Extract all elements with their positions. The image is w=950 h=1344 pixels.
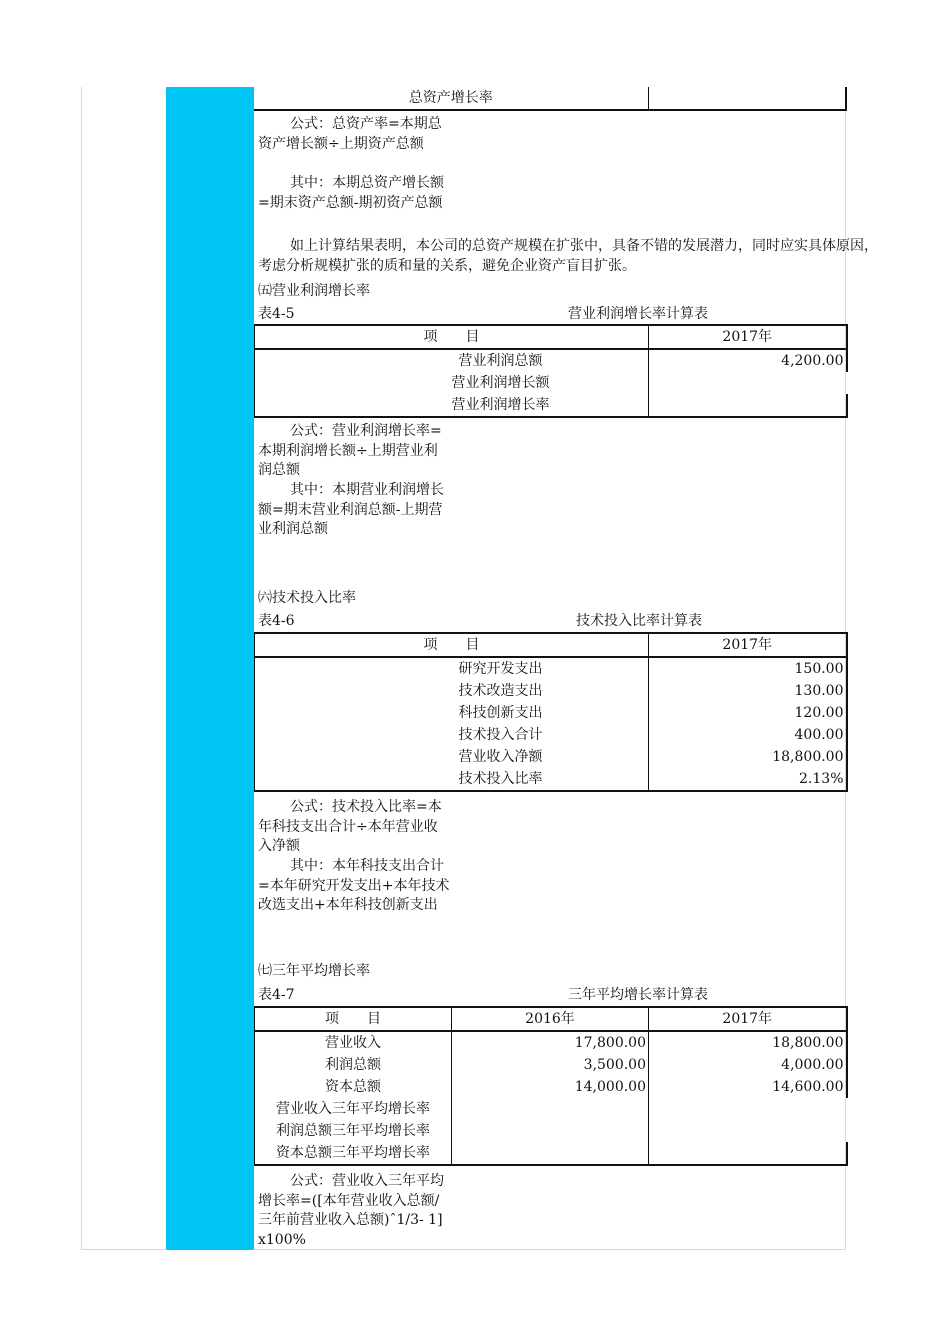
row-value-2017: 4,000.00 <box>649 1054 847 1076</box>
section5-heading: ㈤营业利润增长率 <box>258 283 370 299</box>
table-row <box>255 768 847 791</box>
table-row <box>255 1098 847 1120</box>
table-row <box>255 1054 847 1076</box>
section7-formula: 公式：营业收入三年平均增长率=([本年营业收入总额/三年前营业收入总额)ˆ1/3- 1]x100% <box>258 1173 444 1248</box>
total-assets-growth-value <box>648 87 846 110</box>
row-value: 400.00 <box>649 724 847 746</box>
header-item: 项 目 <box>255 1007 452 1031</box>
row-value-2017 <box>649 1120 847 1142</box>
row-value-2017 <box>649 1098 847 1120</box>
section5-note: 其中：本期营业利润增长额=期末营业利润总额-上期营业利润总额 <box>258 482 444 537</box>
section6-formula: 公式：技术投入比率=本年科技支出合计÷本年营业收入净额 <box>258 799 442 854</box>
section6-table-title: 技术投入比率计算表 <box>576 613 702 629</box>
section6-heading: ㈥技术投入比率 <box>258 590 356 606</box>
row-label: 营业收入三年平均增长率 <box>255 1098 452 1120</box>
row-value-2016 <box>452 1098 649 1120</box>
row-label: 营业收入净额 <box>255 746 649 768</box>
row-value: 2.13% <box>649 768 847 791</box>
total-assets-note: 其中：本期总资产增长额=期末资产总额-期初资产总额 <box>258 175 444 211</box>
row-label: 营业利润增长额 <box>255 372 649 394</box>
section5-formula: 公式：营业利润增长率=本期利润增长额÷上期营业利润总额 <box>258 423 442 478</box>
table-row <box>255 680 847 702</box>
row-value: 18,800.00 <box>649 746 847 768</box>
row-value-2017: 18,800.00 <box>649 1031 847 1054</box>
row-label: 利润总额三年平均增长率 <box>255 1120 452 1142</box>
section5-table-title: 营业利润增长率计算表 <box>568 306 708 322</box>
header-2016: 2016年 <box>452 1007 649 1031</box>
row-label: 资本总额 <box>255 1076 452 1098</box>
table-row <box>255 1076 847 1098</box>
table-header-row <box>255 1007 847 1031</box>
operating-profit-table <box>254 324 848 418</box>
row-value: 150.00 <box>649 657 847 680</box>
section7-table-no: 表4-7 <box>258 987 295 1003</box>
row-value: 4,200.00 <box>649 349 847 372</box>
row-label: 营业利润增长率 <box>255 394 649 417</box>
section7-heading: ㈦三年平均增长率 <box>258 963 370 979</box>
three-year-growth-table <box>254 1006 848 1166</box>
total-assets-growth-row <box>254 87 847 111</box>
row-label: 技术投入比率 <box>255 768 649 791</box>
table-row <box>255 394 847 417</box>
total-assets-conclusion: 如上计算结果表明，本公司的总资产规模在扩张中，具备不错的发展潜力，同时应实具体原因，考虑分析规模扩张的质和量的关系，避免企业资产盲目扩张。 <box>258 238 878 274</box>
row-value-2016 <box>452 1142 649 1165</box>
row-label: 利润总额 <box>255 1054 452 1076</box>
table-row <box>255 1120 847 1142</box>
header-2017: 2017年 <box>649 1007 847 1031</box>
row-label: 营业利润总额 <box>255 349 649 372</box>
row-value-2016: 14,000.00 <box>452 1076 649 1098</box>
section6-note: 其中：本年科技支出合计=本年研究开发支出+本年技术改选支出+本年科技创新支出 <box>258 858 450 913</box>
tech-investment-table <box>254 632 848 792</box>
total-assets-formula: 公式：总资产率=本期总资产增长额÷上期资产总额 <box>258 116 442 152</box>
row-value <box>649 372 847 394</box>
row-value: 120.00 <box>649 702 847 724</box>
row-value-2017 <box>649 1142 847 1165</box>
table-row <box>255 349 847 372</box>
section6-table-no: 表4-6 <box>258 613 295 629</box>
row-value-2016 <box>452 1120 649 1142</box>
section5-table-no: 表4-5 <box>258 306 295 322</box>
row-value <box>649 394 847 417</box>
row-label: 技术投入合计 <box>255 724 649 746</box>
blue-side-band <box>166 87 254 1250</box>
table-row <box>255 724 847 746</box>
row-value-2016: 3,500.00 <box>452 1054 649 1076</box>
row-label: 科技创新支出 <box>255 702 649 724</box>
header-2017: 2017年 <box>649 633 847 657</box>
row-label: 研究开发支出 <box>255 657 649 680</box>
row-value-2016: 17,800.00 <box>452 1031 649 1054</box>
table-header-row <box>255 633 847 657</box>
table-row <box>255 1031 847 1054</box>
table-row <box>255 1142 847 1165</box>
header-2017: 2017年 <box>649 325 847 349</box>
total-assets-growth-label: 总资产增长率 <box>254 87 648 110</box>
section7-table-title: 三年平均增长率计算表 <box>568 987 708 1003</box>
row-value-2017: 14,600.00 <box>649 1076 847 1098</box>
row-label: 技术改造支出 <box>255 680 649 702</box>
table-row <box>255 746 847 768</box>
row-label: 资本总额三年平均增长率 <box>255 1142 452 1165</box>
header-item: 项 目 <box>255 633 649 657</box>
table-row <box>255 657 847 680</box>
row-label: 营业收入 <box>255 1031 452 1054</box>
row-value: 130.00 <box>649 680 847 702</box>
header-item: 项 目 <box>255 325 649 349</box>
table-row <box>255 372 847 394</box>
table-header-row <box>255 325 847 349</box>
table-row <box>255 702 847 724</box>
